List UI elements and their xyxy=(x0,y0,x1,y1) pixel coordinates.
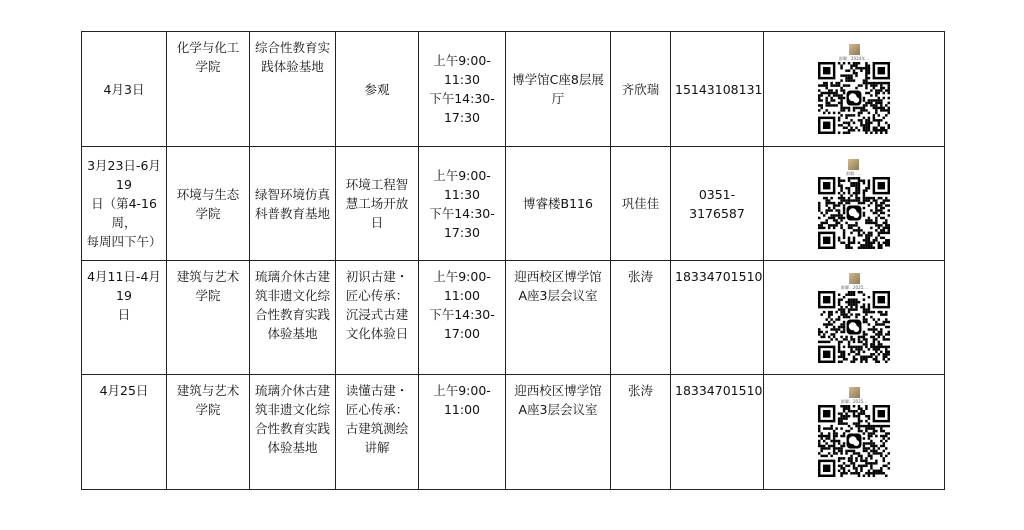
phone-cell: 18334701510 xyxy=(671,375,764,490)
phone-cell: 18334701510 xyxy=(671,261,764,375)
date-cell: 4月25日 xyxy=(82,375,167,490)
location-cell: 博学馆C座8层展 厅 xyxy=(506,32,611,147)
contact-cell: 张涛 xyxy=(611,261,671,375)
qr-code-icon[interactable] xyxy=(818,291,890,363)
college-cell: 化学与化工 学院 xyxy=(167,32,250,147)
group-avatar xyxy=(849,273,860,284)
activity-cell: 读懂古建・ 匠心传承： 古建筑测绘 讲解 xyxy=(336,375,419,490)
contact-cell: 巩佳佳 xyxy=(611,147,671,261)
location-cell: 迎西校区博学馆 A座3层会议室 xyxy=(506,261,611,375)
base-cell: 琉璃介休古建 筑非遗文化综 合性教育实践 体验基地 xyxy=(250,261,336,375)
table-row xyxy=(82,261,945,375)
location-cell: 迎西校区博学馆 A座3层会议室 xyxy=(506,375,611,490)
qr-caption: 群聊：2025... xyxy=(841,284,867,290)
time-cell: 上午9:00-11:30 下午14:30-17:30 xyxy=(419,147,506,261)
table-row xyxy=(82,32,945,147)
group-avatar xyxy=(849,387,860,398)
contact-cell: 齐欣瑞 xyxy=(611,32,671,147)
time-cell: 上午9:00-11:30 下午14:30-17:30 xyxy=(419,32,506,147)
date-cell: 4月3日 xyxy=(82,32,167,147)
location-cell: 博睿楼B116 xyxy=(506,147,611,261)
time-cell: 上午9:00-11:00 xyxy=(419,375,506,490)
qr-cell xyxy=(764,147,945,261)
qr-cell xyxy=(764,32,945,147)
phone-cell: 0351-3176587 xyxy=(671,147,764,261)
schedule-table xyxy=(81,31,945,490)
group-avatar xyxy=(849,44,860,55)
table-row xyxy=(82,147,945,261)
activity-cell: 参观 xyxy=(336,32,419,147)
qr-cell xyxy=(764,375,945,490)
qr-code-icon[interactable] xyxy=(818,405,890,477)
base-cell: 绿智环境仿真 科普教育基地 xyxy=(250,147,336,261)
time-cell: 上午9:00-11:00 下午14:30-17:00 xyxy=(419,261,506,375)
table-row xyxy=(82,375,945,490)
qr-caption: 群聊：... xyxy=(846,170,862,176)
date-cell: 3月23日-6月19 日（第4-16周， 每周四下午） xyxy=(82,147,167,261)
phone-cell: 15143108131 xyxy=(671,32,764,147)
qr-cell xyxy=(764,261,945,375)
qr-code-icon[interactable] xyxy=(818,62,890,134)
contact-cell: 张涛 xyxy=(611,375,671,490)
group-avatar xyxy=(848,159,859,170)
date-cell: 4月11日-4月19 日 xyxy=(82,261,167,375)
college-cell: 建筑与艺术 学院 xyxy=(167,375,250,490)
qr-code-icon[interactable] xyxy=(818,177,890,249)
college-cell: 环境与生态 学院 xyxy=(167,147,250,261)
activity-cell: 环境工程智 慧工场开放 日 xyxy=(336,147,419,261)
activity-cell: 初识古建・ 匠心传承： 沉浸式古建 文化体验日 xyxy=(336,261,419,375)
college-cell: 建筑与艺术 学院 xyxy=(167,261,250,375)
qr-caption: 群聊：2025... xyxy=(841,399,867,404)
base-cell: 琉璃介休古建 筑非遗文化综 合性教育实践 体验基地 xyxy=(250,375,336,490)
base-cell: 综合性教育实 践体验基地 xyxy=(250,32,336,147)
qr-caption: 群聊：2024年... xyxy=(839,56,869,61)
